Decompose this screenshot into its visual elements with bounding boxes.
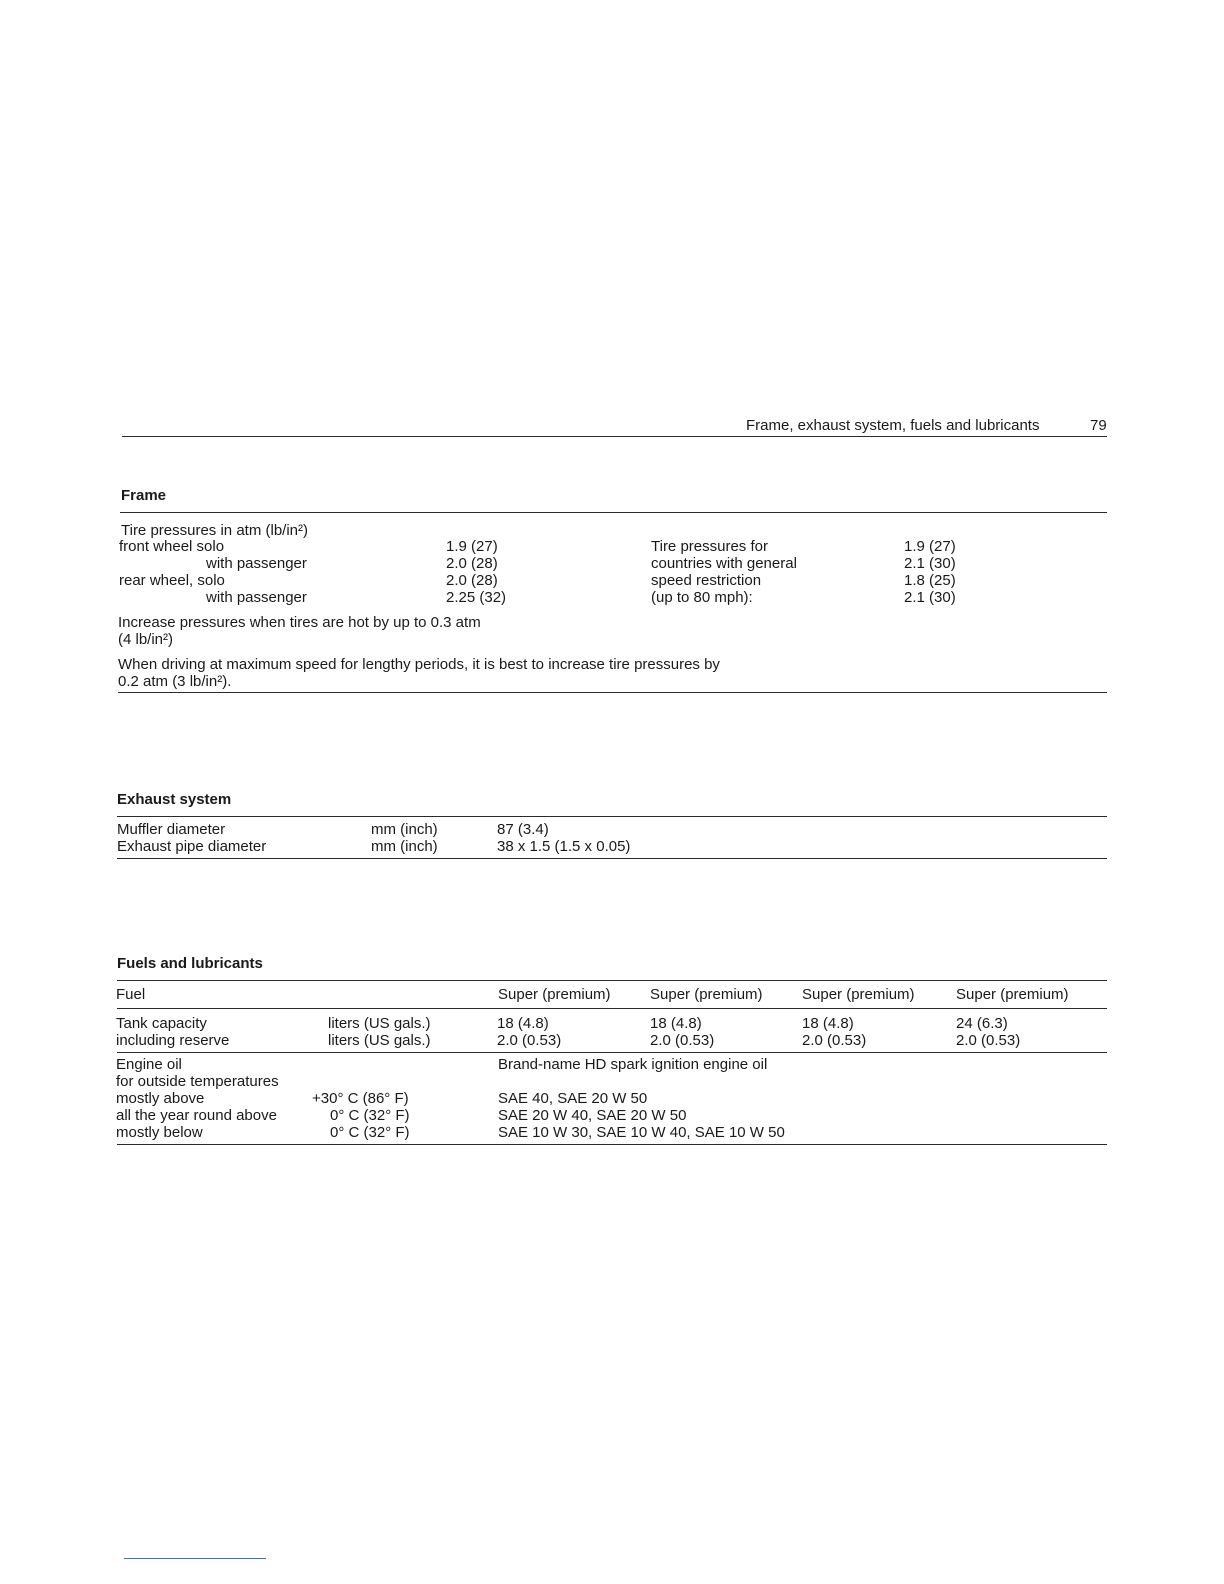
header-rule — [122, 436, 1107, 437]
frame-bottom-rule — [118, 692, 1107, 693]
fuels-top-rule — [117, 980, 1107, 981]
fuel-type: Super (premium) — [956, 986, 1069, 1003]
engine-oil-description: Brand-name HD spark ignition engine oil — [498, 1056, 768, 1073]
tank-reserve-value: 2.0 (0.53) — [497, 1032, 562, 1049]
restriction-value: 2.1 (30) — [904, 555, 956, 572]
exhaust-bottom-rule — [117, 858, 1107, 859]
exhaust-row-unit: mm (inch) — [371, 821, 438, 838]
hot-tire-note: Increase pressures when tires are hot by up to 0.3 atm — [118, 614, 481, 631]
oil-row-label: mostly below — [116, 1124, 203, 1141]
exhaust-heading: Exhaust system — [117, 791, 232, 808]
tank-label: including reserve — [116, 1032, 230, 1049]
tank-capacity-value: 18 (4.8) — [802, 1015, 854, 1032]
oil-row-temp: +30° C (86° F) — [312, 1090, 409, 1107]
exhaust-row-value: 38 x 1.5 (1.5 x 0.05) — [497, 838, 631, 855]
hot-tire-note: (4 lb/in²) — [118, 631, 174, 648]
fuels-heading: Fuels and lubricants — [117, 955, 263, 972]
oil-row-temp: 0° C (32° F) — [330, 1107, 410, 1124]
fuel-row-rule — [117, 1008, 1107, 1009]
frame-row-label: rear wheel, solo — [119, 572, 225, 589]
tank-unit: liters (US gals.) — [328, 1015, 431, 1032]
restriction-value: 1.8 (25) — [904, 572, 956, 589]
page-number: 79 — [1090, 417, 1107, 434]
exhaust-row-unit: mm (inch) — [371, 838, 438, 855]
exhaust-top-rule — [117, 816, 1107, 817]
footer-rule — [124, 1558, 266, 1559]
fuel-type: Super (premium) — [498, 986, 611, 1003]
oil-row-temp: 0° C (32° F) — [330, 1124, 410, 1141]
frame-row-label: with passenger — [206, 589, 307, 606]
restriction-value: 2.1 (30) — [904, 589, 956, 606]
max-speed-note: When driving at maximum speed for lengthy periods, it is best to increase tire pressures by — [118, 656, 720, 673]
tank-unit: liters (US gals.) — [328, 1032, 431, 1049]
oil-row-label: mostly above — [116, 1090, 205, 1107]
fuels-bottom-rule — [117, 1144, 1107, 1145]
engine-oil-label: Engine oil — [116, 1056, 182, 1073]
fuel-type: Super (premium) — [802, 986, 915, 1003]
restriction-label: countries with general — [651, 555, 797, 572]
frame-row-value: 2.25 (32) — [446, 589, 507, 606]
frame-row-label: front wheel solo — [119, 538, 225, 555]
frame-row-value: 1.9 (27) — [446, 538, 498, 555]
frame-top-rule — [120, 512, 1107, 513]
tank-reserve-value: 2.0 (0.53) — [802, 1032, 867, 1049]
tank-reserve-value: 2.0 (0.53) — [956, 1032, 1021, 1049]
max-speed-note: 0.2 atm (3 lb/in²). — [118, 673, 232, 690]
oil-row-grade: SAE 40, SAE 20 W 50 — [498, 1090, 648, 1107]
restriction-label: Tire pressures for — [651, 538, 768, 555]
fuel-label: Fuel — [116, 986, 146, 1003]
oil-row-label: all the year round above — [116, 1107, 277, 1124]
restriction-label: (up to 80 mph): — [651, 589, 753, 606]
restriction-label: speed restriction — [651, 572, 762, 589]
tank-capacity-value: 18 (4.8) — [497, 1015, 549, 1032]
tank-capacity-value: 18 (4.8) — [650, 1015, 702, 1032]
oil-row-grade: SAE 20 W 40, SAE 20 W 50 — [498, 1107, 687, 1124]
exhaust-row-label: Exhaust pipe diameter — [117, 838, 267, 855]
exhaust-row-value: 87 (3.4) — [497, 821, 549, 838]
fuel-type: Super (premium) — [650, 986, 763, 1003]
frame-row-value: 2.0 (28) — [446, 555, 498, 572]
oil-row-grade: SAE 10 W 30, SAE 10 W 40, SAE 10 W 50 — [498, 1124, 785, 1141]
outside-temp-label: for outside temperatures — [116, 1073, 279, 1090]
exhaust-row-label: Muffler diameter — [117, 821, 226, 838]
tank-reserve-value: 2.0 (0.53) — [650, 1032, 715, 1049]
tank-row-rule — [117, 1052, 1107, 1053]
frame-heading: Frame — [121, 487, 167, 504]
tire-pressure-label: Tire pressures in atm (lb/in²) — [121, 522, 308, 539]
frame-row-label: with passenger — [206, 555, 307, 572]
frame-row-value: 2.0 (28) — [446, 572, 498, 589]
restriction-value: 1.9 (27) — [904, 538, 956, 555]
tank-label: Tank capacity — [116, 1015, 207, 1032]
running-title: Frame, exhaust system, fuels and lubricants — [746, 417, 1040, 434]
tank-capacity-value: 24 (6.3) — [956, 1015, 1008, 1032]
